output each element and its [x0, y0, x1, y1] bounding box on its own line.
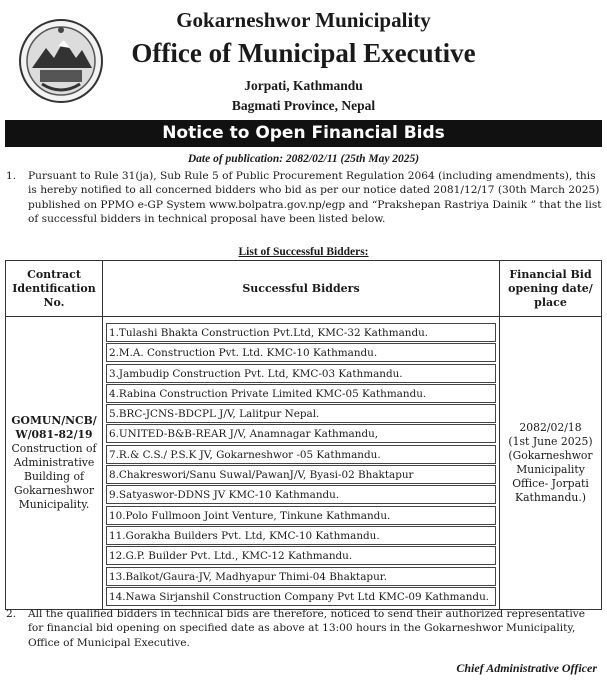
- address-line-1: Jorpati, Kathmandu: [244, 78, 363, 93]
- paragraph-2-number: 2.: [6, 608, 17, 620]
- contract-code: GOMUN/NCB/ W/081-82/19: [11, 414, 97, 442]
- paragraph-1: [6, 169, 602, 227]
- paragraph-1-text: Pursuant to Rule 31(ja), Sub Rule 5 of Public Procurement Regulation 2064 (including amendments), this is hereby notified to all concerned bidders who bid as per our notice dated 2081/12/17 (30th March 2025) published on PPMO e-GP System www.bolpatra.gov.np/egp and “Prakshepan Rastriya Dainik ” that the list of successful bidders in technical proposal have been listed below.: [28, 170, 602, 226]
- list-item: 7.R.& C.S./ P.S.K JV, Gokarneshwor -05 Kathmandu.: [106, 445, 496, 464]
- list-item: 5.BRC-JCNS-BDCPL J/V, Lalitpur Nepal.: [106, 404, 496, 423]
- opening-date: 2082/02/18: [519, 421, 582, 435]
- list-item: 11.Gorakha Builders Pvt. Ltd, KMC-10 Kathmandu.: [106, 526, 496, 545]
- contract-cell: [6, 317, 103, 610]
- list-item: 2.M.A. Construction Pvt. Ltd. KMC-10 Kathmandu.: [106, 343, 496, 362]
- signature: Chief Administrative Officer: [456, 661, 597, 675]
- list-item: 12.G.P. Builder Pvt. Ltd., KMC-12 Kathmandu.: [106, 546, 496, 565]
- list-item: 10.Polo Fullmoon Joint Venture, Tinkune Kathmandu.: [106, 506, 496, 525]
- list-item: 6.UNITED-B&B-REAR J/V, Anamnagar Kathmandu,: [106, 424, 496, 443]
- list-item: 13.Balkot/Gaura-JV, Madhyapur Thimi-04 Bhaktapur.: [106, 567, 496, 586]
- address-line-2: Bagmati Province, Nepal: [231, 98, 376, 113]
- bidder-list: [106, 323, 496, 606]
- paragraph-1-number: 1.: [6, 170, 17, 182]
- bidders-table: [5, 260, 602, 610]
- opening-cell: [500, 317, 602, 610]
- paragraph-2-text: All the qualified bidders in technical bids are therefore, noticed to send their authorized representative for financial bid opening on specified date as above at 13:00 hours in the Gokarneshwor Municipality, Office of Municipal Executive.: [28, 608, 586, 649]
- opening-date-english: (1st June 2025): [508, 435, 593, 449]
- table-row: [6, 317, 602, 610]
- header-contract-id: Contract Identification No.: [6, 261, 103, 317]
- list-item: 14.Nawa Sirjanshil Construction Company Pvt Ltd KMC-09 Kathmandu.: [106, 587, 496, 606]
- list-item: 3.Jambudip Construction Pvt. Ltd, KMC-03 Kathmandu.: [106, 364, 496, 383]
- table-header-row: [6, 261, 602, 317]
- list-item: 8.Chakreswori/Sanu Suwal/PawanJ/V, Byasi-02 Bhaktapur: [106, 465, 496, 484]
- header-opening-date: Financial Bid opening date/ place: [500, 261, 602, 317]
- list-item: 9.Satyaswor-DDNS JV KMC-10 Kathmandu.: [106, 485, 496, 504]
- list-heading: List of Successful Bidders:: [238, 246, 369, 258]
- office-title: Office of Municipal Executive: [131, 38, 476, 68]
- opening-place: (Gokarneshwor Municipality Office- Jorpati Kathmandu.): [508, 449, 593, 505]
- notice-title-banner: Notice to Open Financial Bids: [5, 120, 602, 147]
- bidders-cell: [103, 317, 500, 610]
- contract-description: Construction of Administrative Building of Gokarneshwor Municipality.: [11, 442, 97, 512]
- municipality-name: Gokarneshwor Municipality: [176, 8, 431, 32]
- list-item: 1.Tulashi Bhakta Construction Pvt.Ltd, KMC-32 Kathmandu.: [106, 323, 496, 342]
- paragraph-2: [6, 607, 602, 650]
- publication-date: Date of publication: 2082/02/11 (25th May 2025): [187, 153, 420, 165]
- list-item: 4.Rabina Construction Private Limited KMC-05 Kathmandu.: [106, 384, 496, 403]
- header-successful-bidders: Successful Bidders: [103, 261, 500, 317]
